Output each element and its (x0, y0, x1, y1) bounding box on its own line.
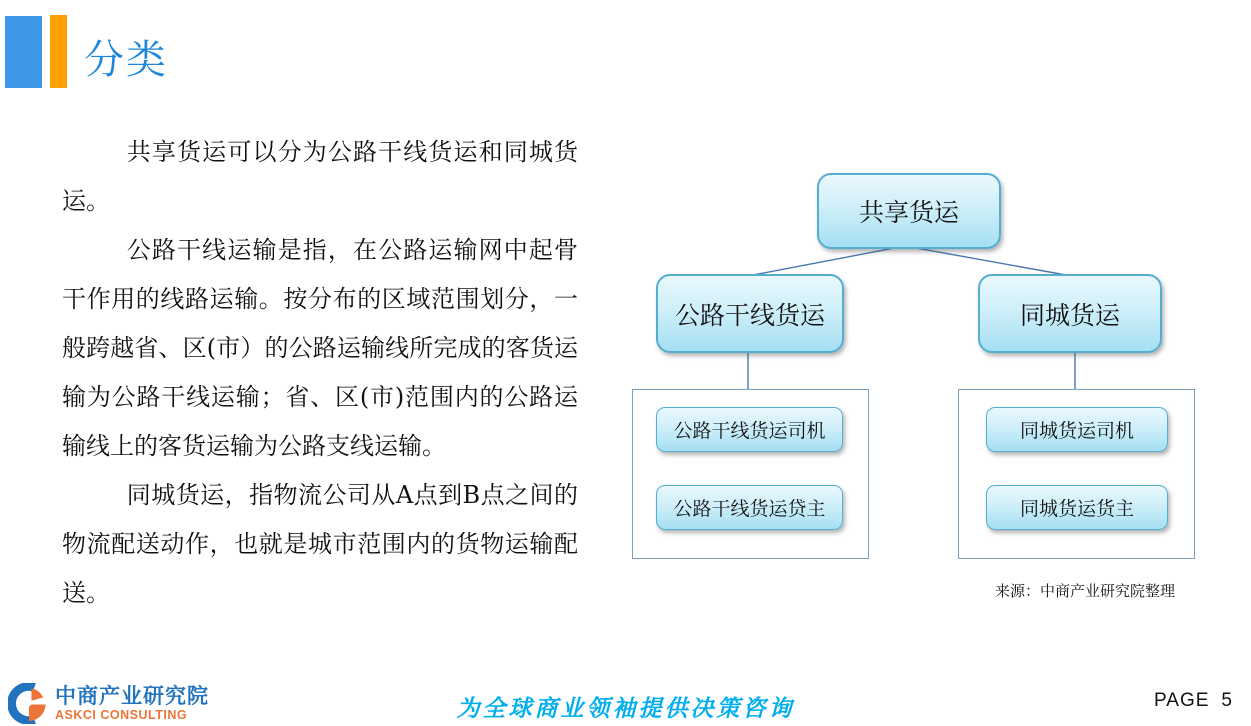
node-label: 公路干线货运 (674, 300, 825, 330)
diagram-node-highway-shipper (656, 485, 843, 530)
body-text-block (62, 128, 578, 618)
node-label: 同城货运司机 (1019, 420, 1134, 442)
diagram-node-city-driver (986, 407, 1168, 452)
page-label: PAGE (1154, 690, 1210, 711)
source-note: 来源：中商产业研究院整理 (995, 582, 1176, 600)
node-label: 同城货运货主 (1019, 498, 1134, 520)
page-title: 分类 (84, 37, 168, 83)
logo-name-en: ASKCI CONSULTING (55, 707, 188, 722)
footer-slogan: 为全球商业领袖提供决策咨询 (456, 695, 795, 722)
diagram-node-city-shipper (986, 485, 1168, 530)
logo-name-cn: 中商产业研究院 (55, 684, 209, 708)
node-label: 共享货运 (858, 198, 959, 227)
diagram-node-highway-driver (656, 407, 843, 452)
node-label: 同城货运 (1019, 300, 1120, 330)
paragraph: 同城货运，指物流公司从A点到B点之间的物流配送动作，也就是城市范围内的货物运输配送。 (62, 481, 578, 607)
diagram-node-highway-freight (656, 274, 844, 353)
page-number-value: 5 (1221, 690, 1233, 711)
paragraph: 共享货运可以分为公路干线货运和同城货运。 (62, 138, 578, 215)
node-label: 公路干线货运司机 (673, 420, 826, 442)
diagram-node-city-freight (978, 274, 1162, 353)
header-accent-square (5, 16, 42, 88)
paragraph: 公路干线运输是指，在公路运输网中起骨干作用的线路运输。按分布的区域范围划分，一般跨越省、区(市）的公路运输线所完成的客货运输为公路干线运输；省、区(市)范围内的公路运输线上的客货运输为公路支线运输。 (62, 236, 578, 460)
header-accent-bar (50, 15, 67, 88)
diagram-node-root (817, 173, 1001, 249)
node-label: 公路干线货运贷主 (673, 498, 826, 520)
page-number (1154, 690, 1233, 712)
